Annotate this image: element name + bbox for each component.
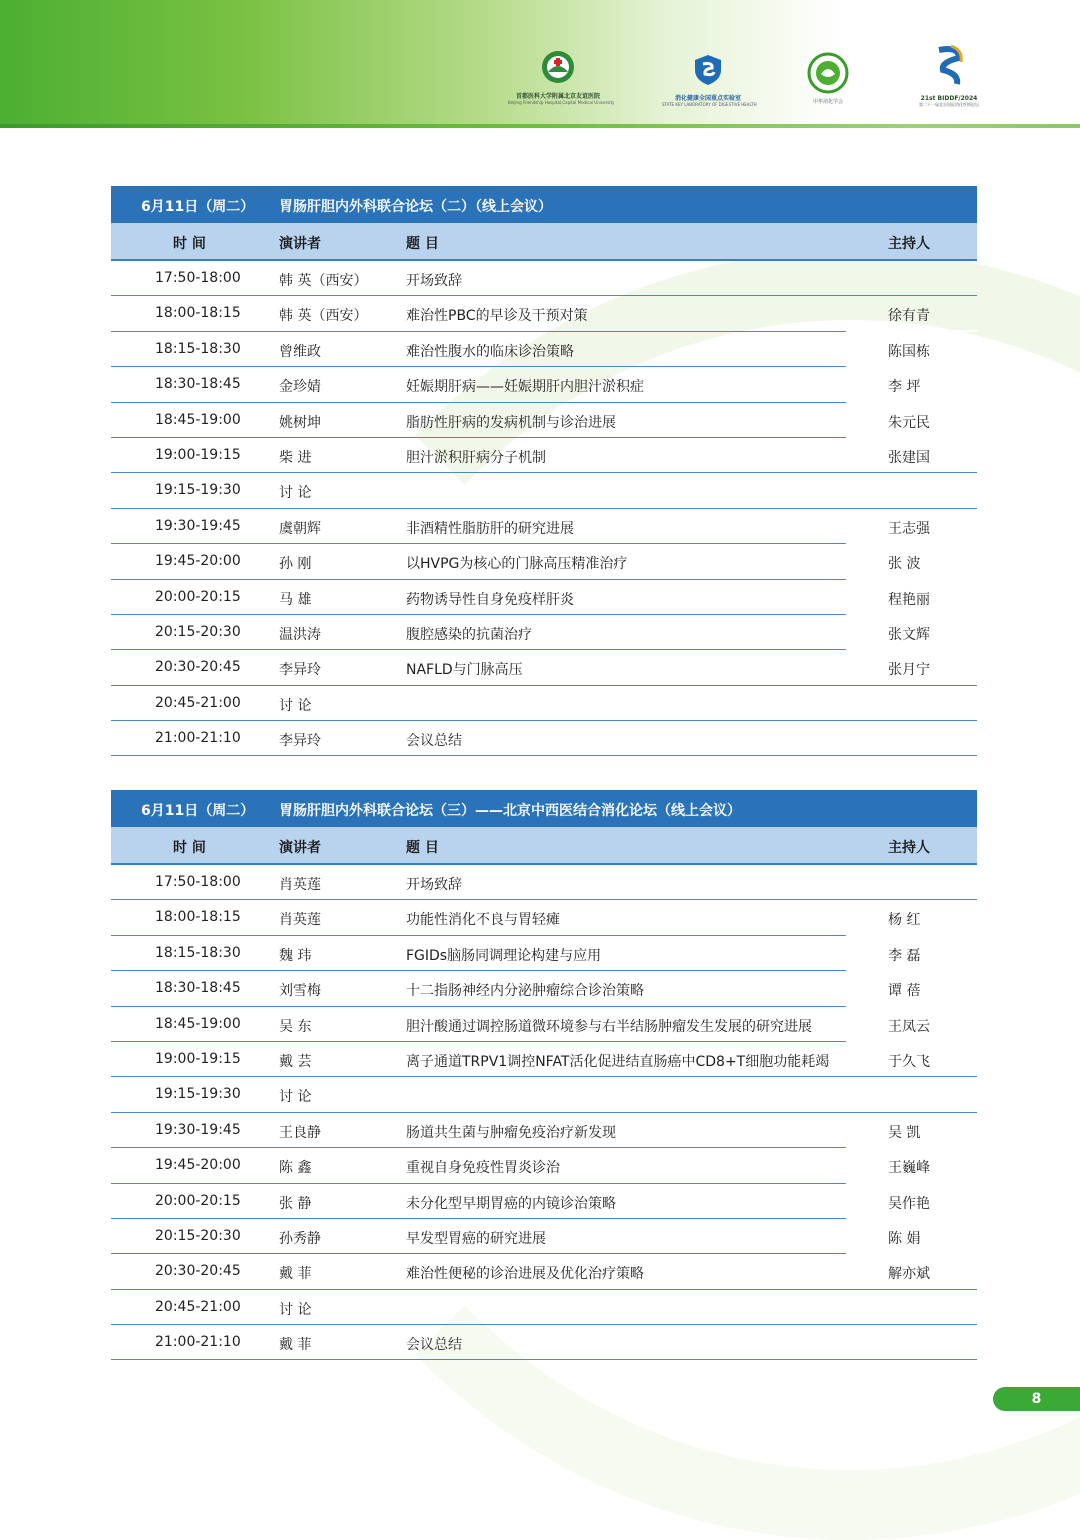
row-host: 王巍峰 xyxy=(888,1160,930,1177)
row-host: 谭 蓓 xyxy=(888,983,921,1000)
row-topic: 难治性便秘的诊治进展及优化治疗策略 xyxy=(406,1266,644,1283)
table-row xyxy=(111,1325,977,1360)
row-host: 吴 凯 xyxy=(888,1124,921,1141)
row-topic: 妊娠期肝病——妊娠期肝内胆汁淤积症 xyxy=(406,379,644,396)
row-topic: NAFLD与门脉高压 xyxy=(406,662,523,679)
row-host: 李 磊 xyxy=(888,947,921,964)
row-time: 20:30-20:45 xyxy=(155,1263,241,1280)
row-speaker: 孙秀静 xyxy=(279,1230,321,1247)
row-speaker: 金珍婧 xyxy=(279,379,321,396)
table-row xyxy=(111,971,977,1006)
row-topic: 难治性PBC的早诊及干预对策 xyxy=(406,308,588,325)
row-topic: 会议总结 xyxy=(406,733,462,750)
row-time: 20:30-20:45 xyxy=(155,659,241,676)
row-time: 18:45-19:00 xyxy=(155,411,241,428)
table-row xyxy=(111,403,977,438)
table-row xyxy=(111,261,977,296)
row-time: 18:15-18:30 xyxy=(155,944,241,961)
row-host: 于久飞 xyxy=(888,1053,930,1070)
row-time: 17:50-18:00 xyxy=(155,270,241,286)
row-time: 20:45-21:00 xyxy=(155,1298,241,1315)
session-date: 6月11日（周二） xyxy=(141,199,255,215)
session-title-bar xyxy=(111,790,977,827)
row-time: 19:00-19:15 xyxy=(155,1050,241,1067)
row-topic: 难治性腹水的临床诊治策略 xyxy=(406,343,574,360)
logo-subcaption: 第二十一届北京国际消化疾病论坛 xyxy=(919,102,979,107)
row-time: 19:00-19:15 xyxy=(155,446,241,463)
row-time: 18:30-18:45 xyxy=(155,980,241,997)
row-time: 20:00-20:15 xyxy=(155,588,241,605)
lab-shield-icon xyxy=(693,54,723,86)
row-speaker: 韩 英（西安） xyxy=(279,273,368,289)
row-topic: 十二指肠神经内分泌肿瘤综合诊治策略 xyxy=(406,983,644,1000)
row-speaker: 讨 论 xyxy=(279,485,312,502)
header-topic: 题 目 xyxy=(406,840,439,856)
row-time: 17:50-18:00 xyxy=(155,874,241,890)
row-topic: 离子通道TRPV1调控NFAT活化促进结直肠癌中CD8+T细胞功能耗竭 xyxy=(406,1053,830,1070)
row-speaker: 曾维政 xyxy=(279,343,321,360)
header-speaker: 演讲者 xyxy=(279,236,321,252)
row-host: 王志强 xyxy=(888,520,930,537)
row-topic: 开场致辞 xyxy=(406,273,462,289)
session-title-bar xyxy=(111,186,977,223)
row-host: 朱元民 xyxy=(888,414,930,431)
header-time: 时 间 xyxy=(173,840,206,856)
logo-digestive-society xyxy=(800,52,856,105)
row-topic: 开场致辞 xyxy=(406,877,462,893)
row-topic: 药物诱导性自身免疫样肝炎 xyxy=(406,591,574,608)
row-speaker: 柴 进 xyxy=(279,449,312,466)
row-time: 18:30-18:45 xyxy=(155,376,241,393)
row-time: 21:00-21:10 xyxy=(155,1334,241,1351)
row-topic: 胆汁酸通过调控肠道微环境参与右半结肠肿瘤发生发展的研究进展 xyxy=(406,1018,812,1035)
header-topic: 题 目 xyxy=(406,236,439,252)
row-topic: 脂肪性肝病的发病机制与诊治进展 xyxy=(406,414,616,431)
row-topic: 以HVPG为核心的门脉高压精准治疗 xyxy=(406,556,628,573)
logo-subcaption: Beijing Friendship Hospital,Capital Medical University xyxy=(508,100,615,105)
row-time: 19:30-19:45 xyxy=(155,1121,241,1138)
row-speaker: 肖英莲 xyxy=(279,877,321,893)
row-speaker: 韩 英（西安） xyxy=(279,308,368,325)
table-row xyxy=(111,438,977,473)
row-topic: 胆汁淤积肝病分子机制 xyxy=(406,449,546,466)
row-topic: 会议总结 xyxy=(406,1337,462,1354)
session-date: 6月11日（周二） xyxy=(141,803,255,819)
table-row xyxy=(111,721,977,756)
row-time: 19:30-19:45 xyxy=(155,517,241,534)
row-speaker: 讨 论 xyxy=(279,1089,312,1106)
society-wreath-icon xyxy=(807,52,849,94)
header-rule xyxy=(0,124,1080,128)
table-header xyxy=(111,223,977,261)
row-host: 张月宁 xyxy=(888,662,930,679)
logo-subcaption: STATE KEY LABORATORY OF DIGESTIVE HEALTH xyxy=(662,102,757,107)
table-row xyxy=(111,900,977,935)
row-speaker: 李异玲 xyxy=(279,733,321,750)
table-row xyxy=(111,615,977,650)
header-speaker: 演讲者 xyxy=(279,840,321,856)
row-time: 18:45-19:00 xyxy=(155,1015,241,1032)
row-speaker: 魏 玮 xyxy=(279,947,312,964)
table-row xyxy=(111,650,977,685)
session-title: 胃肠肝胆内外科联合论坛（三）——北京中西医结合消化论坛（线上会议） xyxy=(279,803,741,819)
session-table-3 xyxy=(111,790,977,1360)
row-topic: FGIDs脑肠同调理论构建与应用 xyxy=(406,947,602,964)
table-row xyxy=(111,296,977,331)
table-row xyxy=(111,332,977,367)
row-speaker: 马 雄 xyxy=(279,591,312,608)
session-title: 胃肠肝胆内外科联合论坛（二）（线上会议） xyxy=(279,199,552,215)
row-speaker: 张 静 xyxy=(279,1195,312,1212)
row-host: 王凤云 xyxy=(888,1018,930,1035)
row-host: 张建国 xyxy=(888,449,930,466)
table-row xyxy=(111,1219,977,1254)
biddf-emblem-icon xyxy=(929,44,969,88)
row-speaker: 孙 刚 xyxy=(279,556,312,573)
row-host: 陈国栋 xyxy=(888,343,930,360)
row-time: 18:15-18:30 xyxy=(155,340,241,357)
logo-caption: 21st BIDDF/2024 xyxy=(920,95,978,102)
row-time: 18:00-18:15 xyxy=(155,909,241,926)
logo-state-key-lab xyxy=(662,54,757,107)
row-speaker: 李异玲 xyxy=(279,662,321,679)
row-speaker: 刘雪梅 xyxy=(279,983,321,1000)
table-body xyxy=(111,261,977,756)
table-header xyxy=(111,827,977,865)
row-time: 20:45-21:00 xyxy=(155,694,241,711)
table-row xyxy=(111,936,977,971)
row-topic: 重视自身免疫性胃炎诊治 xyxy=(406,1160,560,1177)
table-row xyxy=(111,1254,977,1289)
row-time: 20:00-20:15 xyxy=(155,1192,241,1209)
table-row xyxy=(111,367,977,402)
table-row xyxy=(111,1113,977,1148)
row-time: 20:15-20:30 xyxy=(155,1227,241,1244)
table-body xyxy=(111,865,977,1360)
row-speaker: 讨 论 xyxy=(279,1301,312,1318)
table-row xyxy=(111,1290,977,1325)
row-topic: 非酒精性脂肪肝的研究进展 xyxy=(406,520,574,537)
row-topic: 肠道共生菌与肿瘤免疫治疗新发现 xyxy=(406,1124,616,1141)
row-host: 解亦斌 xyxy=(888,1266,930,1283)
row-host: 杨 红 xyxy=(888,912,921,929)
row-speaker: 虞朝辉 xyxy=(279,520,321,537)
row-host: 吴作艳 xyxy=(888,1195,930,1212)
row-host: 李 坪 xyxy=(888,379,921,396)
row-speaker: 王良静 xyxy=(279,1124,321,1141)
row-speaker: 陈 鑫 xyxy=(279,1160,312,1177)
table-row xyxy=(111,473,977,508)
hospital-emblem-icon xyxy=(541,50,575,84)
table-row xyxy=(111,509,977,544)
row-speaker: 戴 菲 xyxy=(279,1266,312,1283)
row-time: 19:45-20:00 xyxy=(155,1157,241,1174)
row-time: 21:00-21:10 xyxy=(155,730,241,747)
header-host: 主持人 xyxy=(888,840,930,856)
logo-biddf xyxy=(916,44,982,108)
table-row xyxy=(111,686,977,721)
logo-friendship-hospital xyxy=(508,50,615,105)
row-host: 张 波 xyxy=(888,556,921,573)
header-time: 时 间 xyxy=(173,236,206,252)
table-row xyxy=(111,580,977,615)
row-time: 18:00-18:15 xyxy=(155,305,241,322)
row-speaker: 温洪涛 xyxy=(279,626,321,643)
row-time: 20:15-20:30 xyxy=(155,623,241,640)
logo-caption: 首都医科大学附属北京友谊医院 xyxy=(515,93,600,100)
page-number: 8 xyxy=(993,1387,1080,1411)
row-speaker: 戴 芸 xyxy=(279,1053,312,1070)
row-host: 陈 娟 xyxy=(888,1230,921,1247)
session-table-2 xyxy=(111,186,977,756)
table-row xyxy=(111,544,977,579)
row-host: 程艳丽 xyxy=(888,591,930,608)
table-row xyxy=(111,1148,977,1183)
row-speaker: 戴 菲 xyxy=(279,1337,312,1354)
table-row xyxy=(111,1184,977,1219)
logo-caption: 消化健康全国重点实验室 xyxy=(674,95,741,102)
row-topic: 未分化型早期胃癌的内镜诊治策略 xyxy=(406,1195,616,1212)
row-topic: 早发型胃癌的研究进展 xyxy=(406,1230,546,1247)
header-host: 主持人 xyxy=(888,236,930,252)
row-speaker: 讨 论 xyxy=(279,697,312,714)
row-topic: 功能性消化不良与胃轻瘫 xyxy=(406,912,560,929)
row-time: 19:45-20:00 xyxy=(155,553,241,570)
logo-caption: 中华消化学会 xyxy=(812,99,843,105)
row-host: 张文辉 xyxy=(888,626,930,643)
table-row xyxy=(111,1007,977,1042)
table-row xyxy=(111,865,977,900)
row-speaker: 肖英莲 xyxy=(279,912,321,929)
table-row xyxy=(111,1077,977,1112)
table-row xyxy=(111,1042,977,1077)
row-topic: 腹腔感染的抗菌治疗 xyxy=(406,626,532,643)
row-host: 徐有青 xyxy=(888,308,930,325)
row-speaker: 姚树坤 xyxy=(279,414,321,431)
row-time: 19:15-19:30 xyxy=(155,482,241,499)
row-speaker: 吴 东 xyxy=(279,1018,312,1035)
row-time: 19:15-19:30 xyxy=(155,1086,241,1103)
